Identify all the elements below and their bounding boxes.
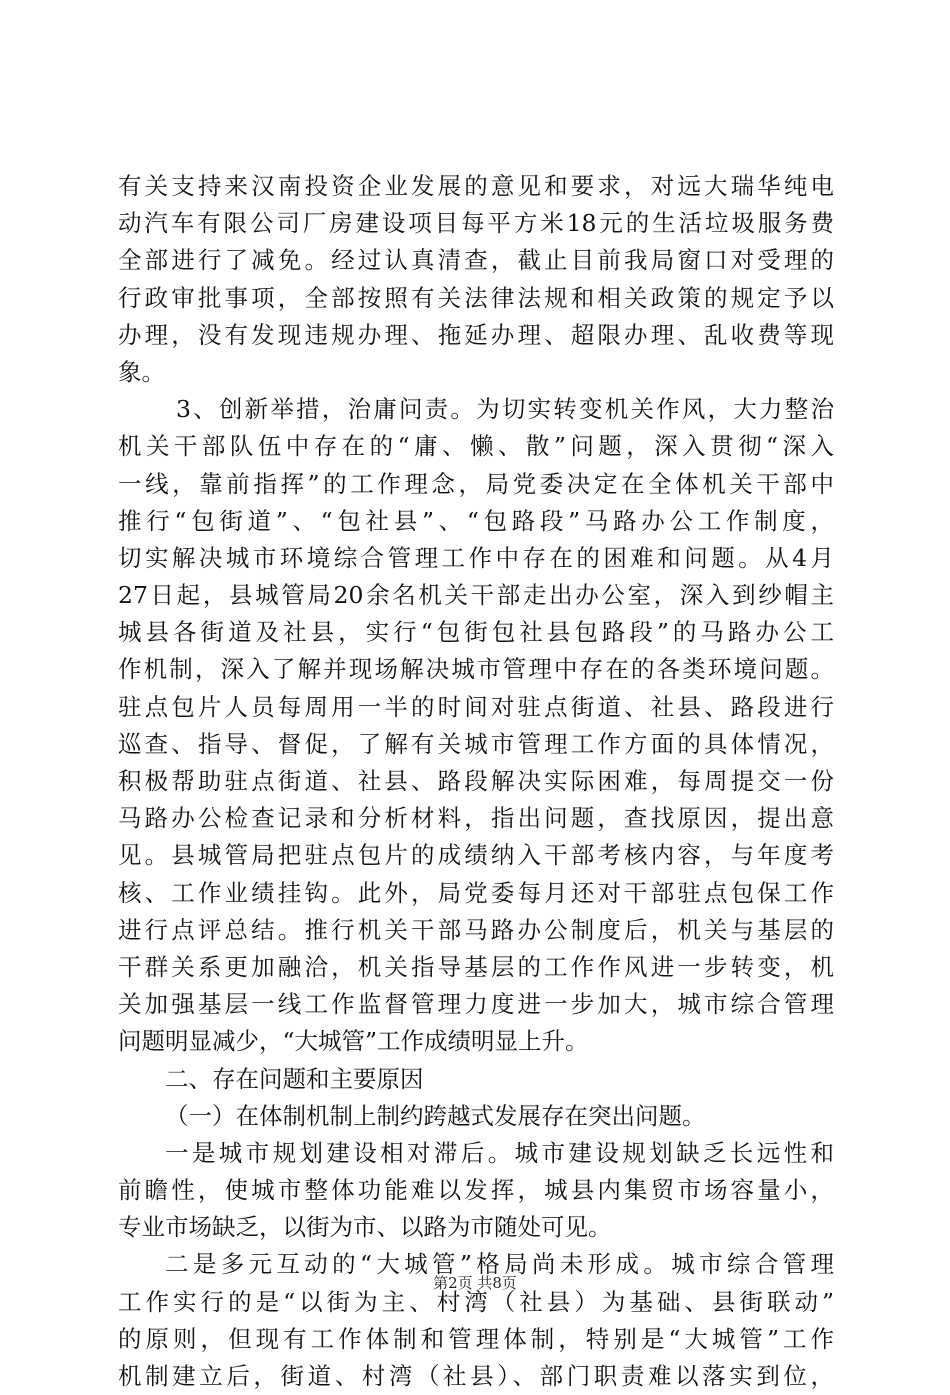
body-line-14: 作机制，深入了解并现场解决城市管理中存在的各类环境问题。 [118,655,834,684]
body-line-18: 马路办公检查记录和分析材料，指出问题，查找原因，提出意 [118,804,834,833]
body-line-17: 积极帮助驻点街道、社县、路段解决实际困难，每周提交一份 [118,767,834,795]
body-line-10: 推行“包街道”、“包社县”、“包路段”马路办公工作制度， [118,506,834,535]
body-line-2: 动汽车有限公司厂房建设项目每平方米18元的生活垃圾服务费 [118,209,834,238]
body-line-30: 二是多元互动的“大城管”格局尚未形成。城市综合管理 [165,1250,834,1279]
subsection-heading-1: （一）在体制机制上制约跨越式发展存在突出问题。 [165,1101,706,1130]
body-line-9: 一线，靠前指挥”的工作理念，局党委决定在全体机关干部中 [118,469,834,498]
body-line-21: 进行点评总结。推行机关干部马路办公制度后，机关与基层的 [118,915,834,944]
body-line-27: 一是城市规划建设相对滞后。城市建设规划缺乏长远性和 [165,1138,834,1167]
body-line-22: 干群关系更加融洽，机关指导基层的工作作风进一步转变，机 [118,952,834,981]
body-line-3: 全部进行了减免。经过认真清查，截止目前我局窗口对受理的 [118,246,834,275]
body-line-5: 办理，没有发现违规办理、拖延办理、超限办理、乱收费等现 [118,320,834,349]
document-body [118,168,834,1395]
body-line-23: 关加强基层一线工作监督管理力度进一步加大，城市综合管理 [118,990,834,1019]
body-line-32: 的原则，但现有工作体制和管理体制，特别是“大城管”工作 [118,1324,834,1353]
body-line-28: 前瞻性，使城市整体功能难以发挥，城县内集贸市场容量小， [118,1176,834,1205]
body-line-4: 行政审批事项，全部按照有关法律法规和相关政策的规定予以 [118,283,834,312]
body-line-13: 城县各街道及社县，实行“包街包社县包路段”的马路办公工 [118,618,834,647]
body-line-31: 工作实行的是“以街为主、村湾（社县）为基础、县街联动” [118,1287,834,1316]
page-number-footer: 第2页 共8页 [433,1274,517,1292]
body-line-7: 3、创新举措，治庸问责。为切实转变机关作风，大力整治 [176,395,834,424]
body-line-16: 巡查、指导、督促，了解有关城市管理工作方面的具体情况， [118,729,834,758]
body-line-6: 象。 [118,357,165,386]
body-line-33: 机制建立后，街道、村湾（社县）、部门职责难以落实到位， [118,1362,834,1390]
body-line-11: 切实解决城市环境综合管理工作中存在的困难和问题。从4月 [118,543,834,572]
body-line-8: 机关干部队伍中存在的“庸、懒、散”问题，深入贯彻“深入 [118,432,834,461]
body-line-20: 核、工作业绩挂钩。此外，局党委每月还对干部驻点包保工作 [118,878,834,907]
body-line-1: 有关支持来汉南投资企业发展的意见和要求，对远大瑞华纯电 [118,172,834,200]
body-line-29: 专业市场缺乏，以街为市、以路为市随处可见。 [118,1213,612,1242]
section-heading-2: 二、存在问题和主要原因 [165,1064,424,1093]
body-line-24: 问题明显减少，“大城管”工作成绩明显上升。 [118,1027,589,1056]
body-line-12: 27日起，县城管局20余名机关干部走出办公室，深入到纱帽主 [118,581,834,610]
body-line-15: 驻点包片人员每周用一半的时间对驻点街道、社县、路段进行 [118,692,834,721]
body-line-19: 见。县城管局把驻点包片的成绩纳入干部考核内容，与年度考 [118,841,834,870]
